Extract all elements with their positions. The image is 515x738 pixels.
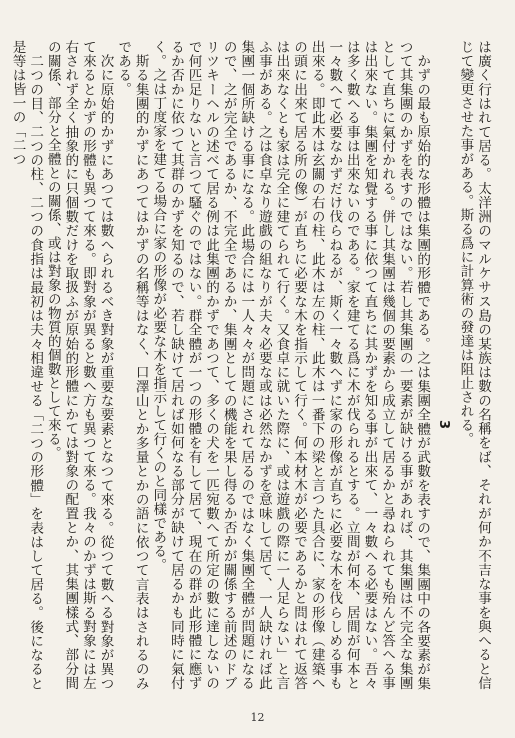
paragraph-1: かずの最も原始的な形體は集團的形體である。之は集團全體が武數を表すので、集團中の各要素が集つて其集團のかずを表すのではない。若し其集團の一要素が缺ける事があれば、其集團は不完全な集團として直ちに氣付かれる。併し其集團は幾個の要素から成立して居るかと尋ねられても殆んど答へる事は出來ない。集團を知覺する事に依つて直ちに其かずを知る事が出來て、一々數へる必要はない。吾々は多く數へる事は出來ないのである。家を建てる爲に木が伐られるとする。立間が何本、居間が何本と一々數へて必要なかずだけ伐らねるが、斯く一々數へずに家の形像が直ちに必要な木を伐らしめる事も出來る。即此木は玄關の右の柱、此木は左の柱、此木は一番下の梁と言つた具合に、家の形像（建築への頭に出來て居る所の像）が直ちに必要な木を指示して行く。何本材木が必要であるかと問はれて返答は出來なくとも家は完全に建てられて行く。又食卓に就いた際に、或は遊戲の際に一人足らない」と言ふ事がある。之は食卓なり遊戲の組なりが夫々必要な或は必然なかずを意味して居て、一人缺ければ此集團一個所缺ける事になる。此場合には一人々々が問題にされて居るのではなく集團全體が問題になるので、之が完全であるか、不完全であるか、集團としての機能を果し得るか否かが關係する前述のドブリツキーヘルの述べて居る例は此集團的かずであつて、多くの犬を一匹宛數へて所定の數に達しないので何匹足りないと言つて騷ぐのではない。群全體が一つの形體を有して居て、現在の群が此形體に應ずるか否かに依つて其群のかずを知るので、若し缺けて居れば如何なる部分が缺けて居るかも同時に氣付く。之は丁度家を建てる場合に家の形像が必要な木を指示して行くのと同樣である。 bbox=[150, 40, 431, 690]
opening-paragraph: は廣く行はれて居る。太洋洲のマルケサス島の某族は數の名稱をば、それが何か不吉な事を與へると信じて變更させた事がある。斯る爲に計算術の發達は阻止される。 bbox=[457, 40, 491, 690]
section-number: 3 bbox=[435, 420, 451, 430]
page-number: 12 bbox=[250, 711, 265, 724]
paragraph-3: 次に原始的かずにあつては數へられるべき對象が重要な要素となつて來る。從つて數へる對象が異つて來るとかずの形體も異つて來る。即對象が異ると數へ方も異つて來る。我々のかずは斯る對象には左右されず全く抽象的に只個數だけを取扱ふが原始的形體にかては對象の配置とか、其集團樣式、部分間の關係、部分と全體との關係、或は對象の物質的個數として來る。 bbox=[44, 40, 114, 690]
vertical-text-body bbox=[9, 40, 491, 690]
paragraph-4: 二つの目、二つの柱、二つの食指は最初は夫々相違せる「二つの形體」を表はして居る。後になると是等は皆一の「二つ bbox=[9, 40, 44, 690]
paragraph-2: 斯る集團的かずにあつてはかずの名稱等はなく、口澤山とか多量とかの語に依つて言表はされるのみである。 bbox=[115, 40, 149, 690]
